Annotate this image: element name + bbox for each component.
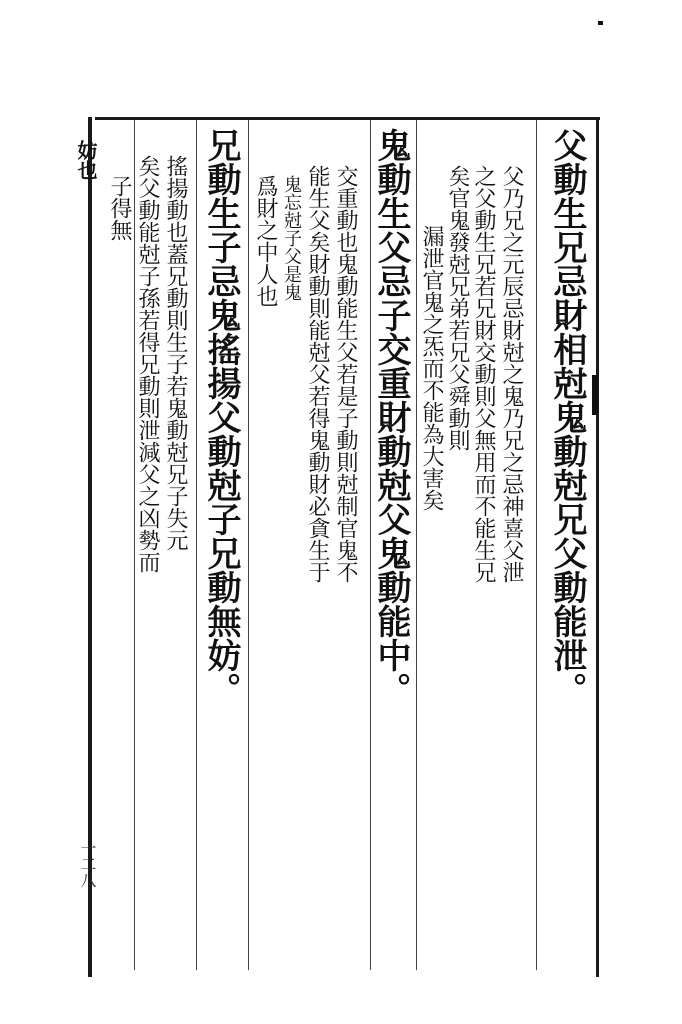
commentary-column: 鬼忘尅子父是鬼 (281, 175, 302, 301)
column-rule (248, 120, 249, 970)
commentary-column: 爲財之中人也 (253, 175, 278, 307)
margin-text-left: 妨也 (74, 140, 98, 180)
right-rule-line (596, 117, 599, 977)
top-rule-line (95, 117, 600, 120)
column-rule (416, 120, 417, 970)
column-rule (536, 120, 537, 970)
heading-column-1: 父動生兄忌財相尅鬼動尅兄父動能泄。 (547, 128, 587, 706)
margin-mark (592, 375, 598, 415)
column-rule (196, 120, 197, 970)
commentary-column: 搖揚動也蓋兄動則生子若鬼動尅兄子失元 (163, 155, 188, 551)
commentary-column: 子得無 (107, 175, 132, 241)
commentary-column: 矣官鬼發尅兄弟若兄父舜動則 (445, 165, 470, 451)
heading-column-3: 兄動生子忌鬼搖揚父動尅子兄動無妨。 (201, 128, 241, 706)
commentary-column: 父乃兄之元辰忌財尅之鬼乃兄之忌神喜父泄 (499, 165, 524, 583)
commentary-column: 交重動也鬼動能生父若是子動則尅制官鬼不 (333, 165, 358, 583)
commentary-column: 能生父矣財動則能尅父若得鬼動財必貪生于 (305, 165, 330, 583)
commentary-column: 之父動生兄若兄財交動則父無用而不能生兄 (471, 165, 496, 583)
margin-text-bottom: 一二八 (78, 840, 97, 888)
heading-column-2: 鬼動生父忌子交重財動尅父鬼動能中。 (371, 128, 411, 706)
commentary-column: 矣父動能尅子孫若得兄動則泄減父之凶勢而 (135, 155, 160, 573)
commentary-column: 漏泄官鬼之炁而不能為大害矣 (419, 225, 444, 511)
corner-dot (598, 21, 603, 25)
